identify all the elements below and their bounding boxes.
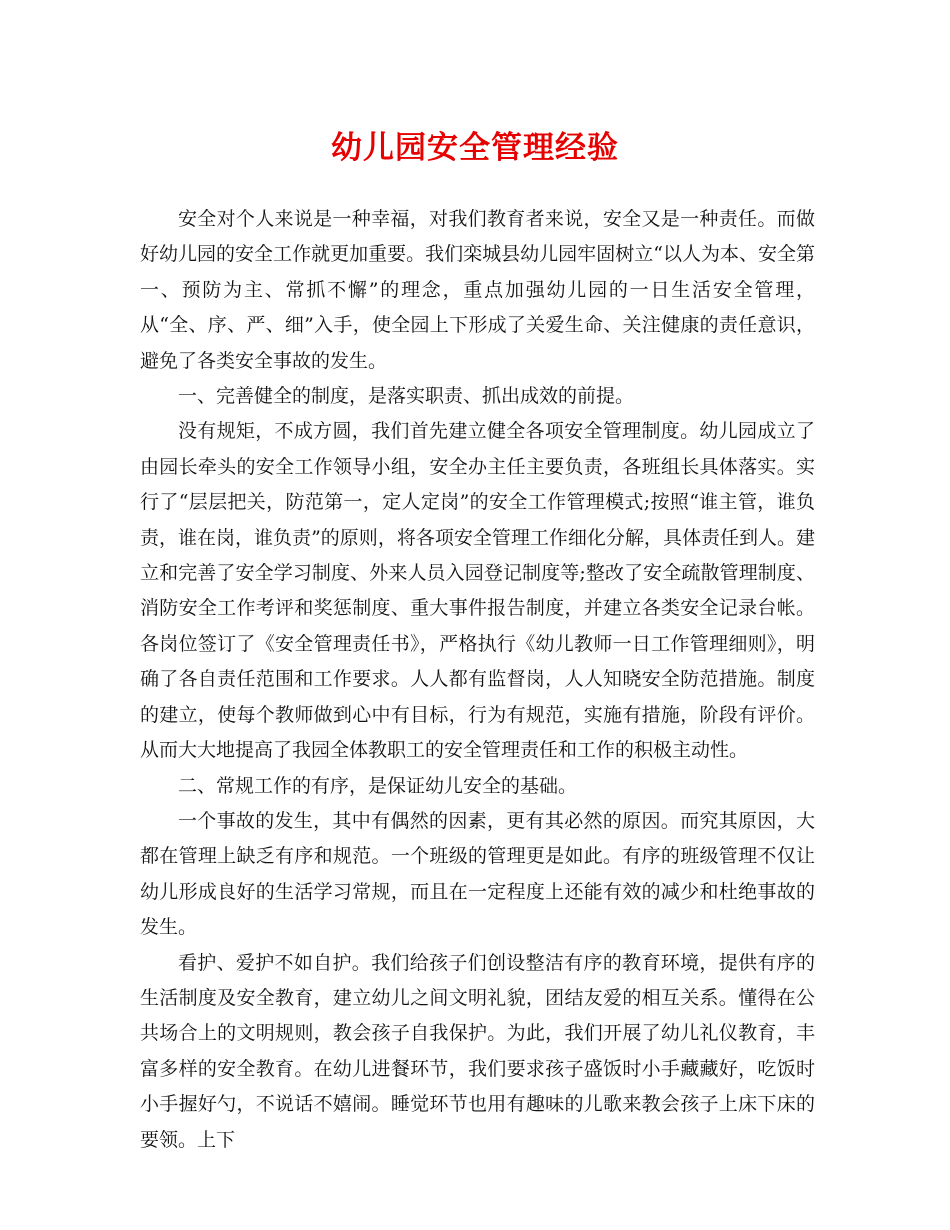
paragraph-accident: 一个事故的发生，其中有偶然的因素，更有其必然的原因。而究其原因，大都在管理上缺乏有序和规范。一个班级的管理更是如此。有序的班级管理不仅让幼儿形成良好的生活学习常规，而且在一定程度上还能有效的减少和杜绝事故的发生。 [140,809,815,939]
paragraph-self-protection: 看护、爱护不如自护。我们给孩子们创设整洁有序的教育环境，提供有序的生活制度及安全教育，建立幼儿之间文明礼貌，团结友爱的相互关系。懂得在公共场合上的文明规则，教会孩子自我保护。为此，我们开展了幼儿礼仪教育，丰富多样的安全教育。在幼儿进餐环节，我们要求孩子盛饭时小手藏藏好，吃饭时小手握好勺，不说话不嬉闹。睡觉环节也用有趣味的儿歌来教会孩子上床下床的要领。上下 [140,951,815,1151]
paragraph-rules: 没有规矩，不成方圆，我们首先建立健全各项安全管理制度。幼儿园成立了由园长牵头的安全工作领导小组，安全办主任主要负责，各班组长具体落实。实行了“层层把关，防范第一，定人定岗”的安全工作管理模式;按照“谁主管，谁负责，谁在岗，谁负责”的原则，将各项安全管理工作细化分解，具体责任到人。建立和完善了安全学习制度、外来人员入园登记制度等;整改了安全疏散管理制度、消防安全工作考评和奖惩制度、重大事件报告制度，并建立各类安全记录台帐。各岗位签订了《安全管理责任书》，严格执行《幼儿教师一日工作管理细则》，明确了各自责任范围和工作要求。人人都有监督岗，人人知晓安全防范措施。制度的建立，使每个教师做到心中有目标，行为有规范，实施有措施，阶段有评价。从而大大地提高了我园全体教职工的安全管理责任和工作的积极主动性。 [140,420,815,762]
section-heading-1: 一、完善健全的制度，是落实职责、抓出成效的前提。 [178,385,635,408]
section-heading-2: 二、常规工作的有序，是保证幼儿安全的基础。 [178,774,578,797]
paragraph-intro: 安全对个人来说是一种幸福，对我们教育者来说，安全又是一种责任。而做好幼儿园的安全工作就更加重要。我们栾城县幼儿园牢固树立“以人为本、安全第一、预防为主、常抓不懈”的理念，重点加强幼儿园的一日生活安全管理，从“全、序、严、细”入手，使全园上下形成了关爱生命、关注健康的责任意识，避免了各类安全事故的发生。 [140,208,815,372]
document-body [140,202,815,1158]
document-title: 幼儿园安全管理经验 [331,130,619,166]
